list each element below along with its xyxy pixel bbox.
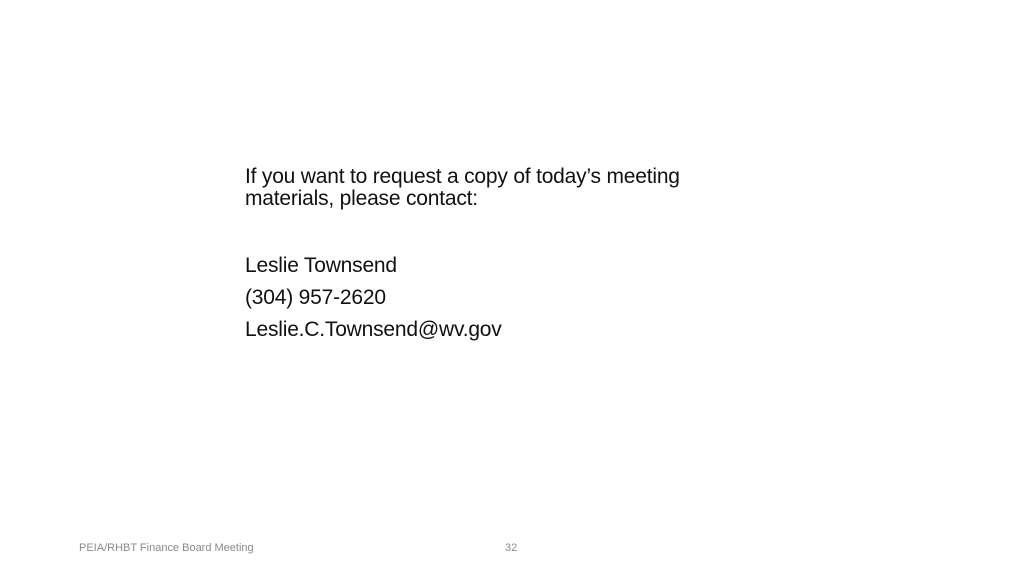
request-line-1: If you want to request a copy of today’s meeting (245, 165, 680, 188)
contact-block (245, 250, 785, 346)
contact-name: Leslie Townsend (245, 254, 397, 277)
slide-content (245, 166, 785, 346)
contact-phone: (304) 957-2620 (245, 286, 386, 309)
footer-title: PEIA/RHBT Finance Board Meeting (79, 542, 254, 554)
contact-email: Leslie.C.Townsend@wv.gov (245, 318, 502, 341)
page-number: 32 (505, 542, 518, 554)
request-instructions (245, 166, 785, 210)
request-line-2: materials, please contact: (245, 187, 478, 210)
